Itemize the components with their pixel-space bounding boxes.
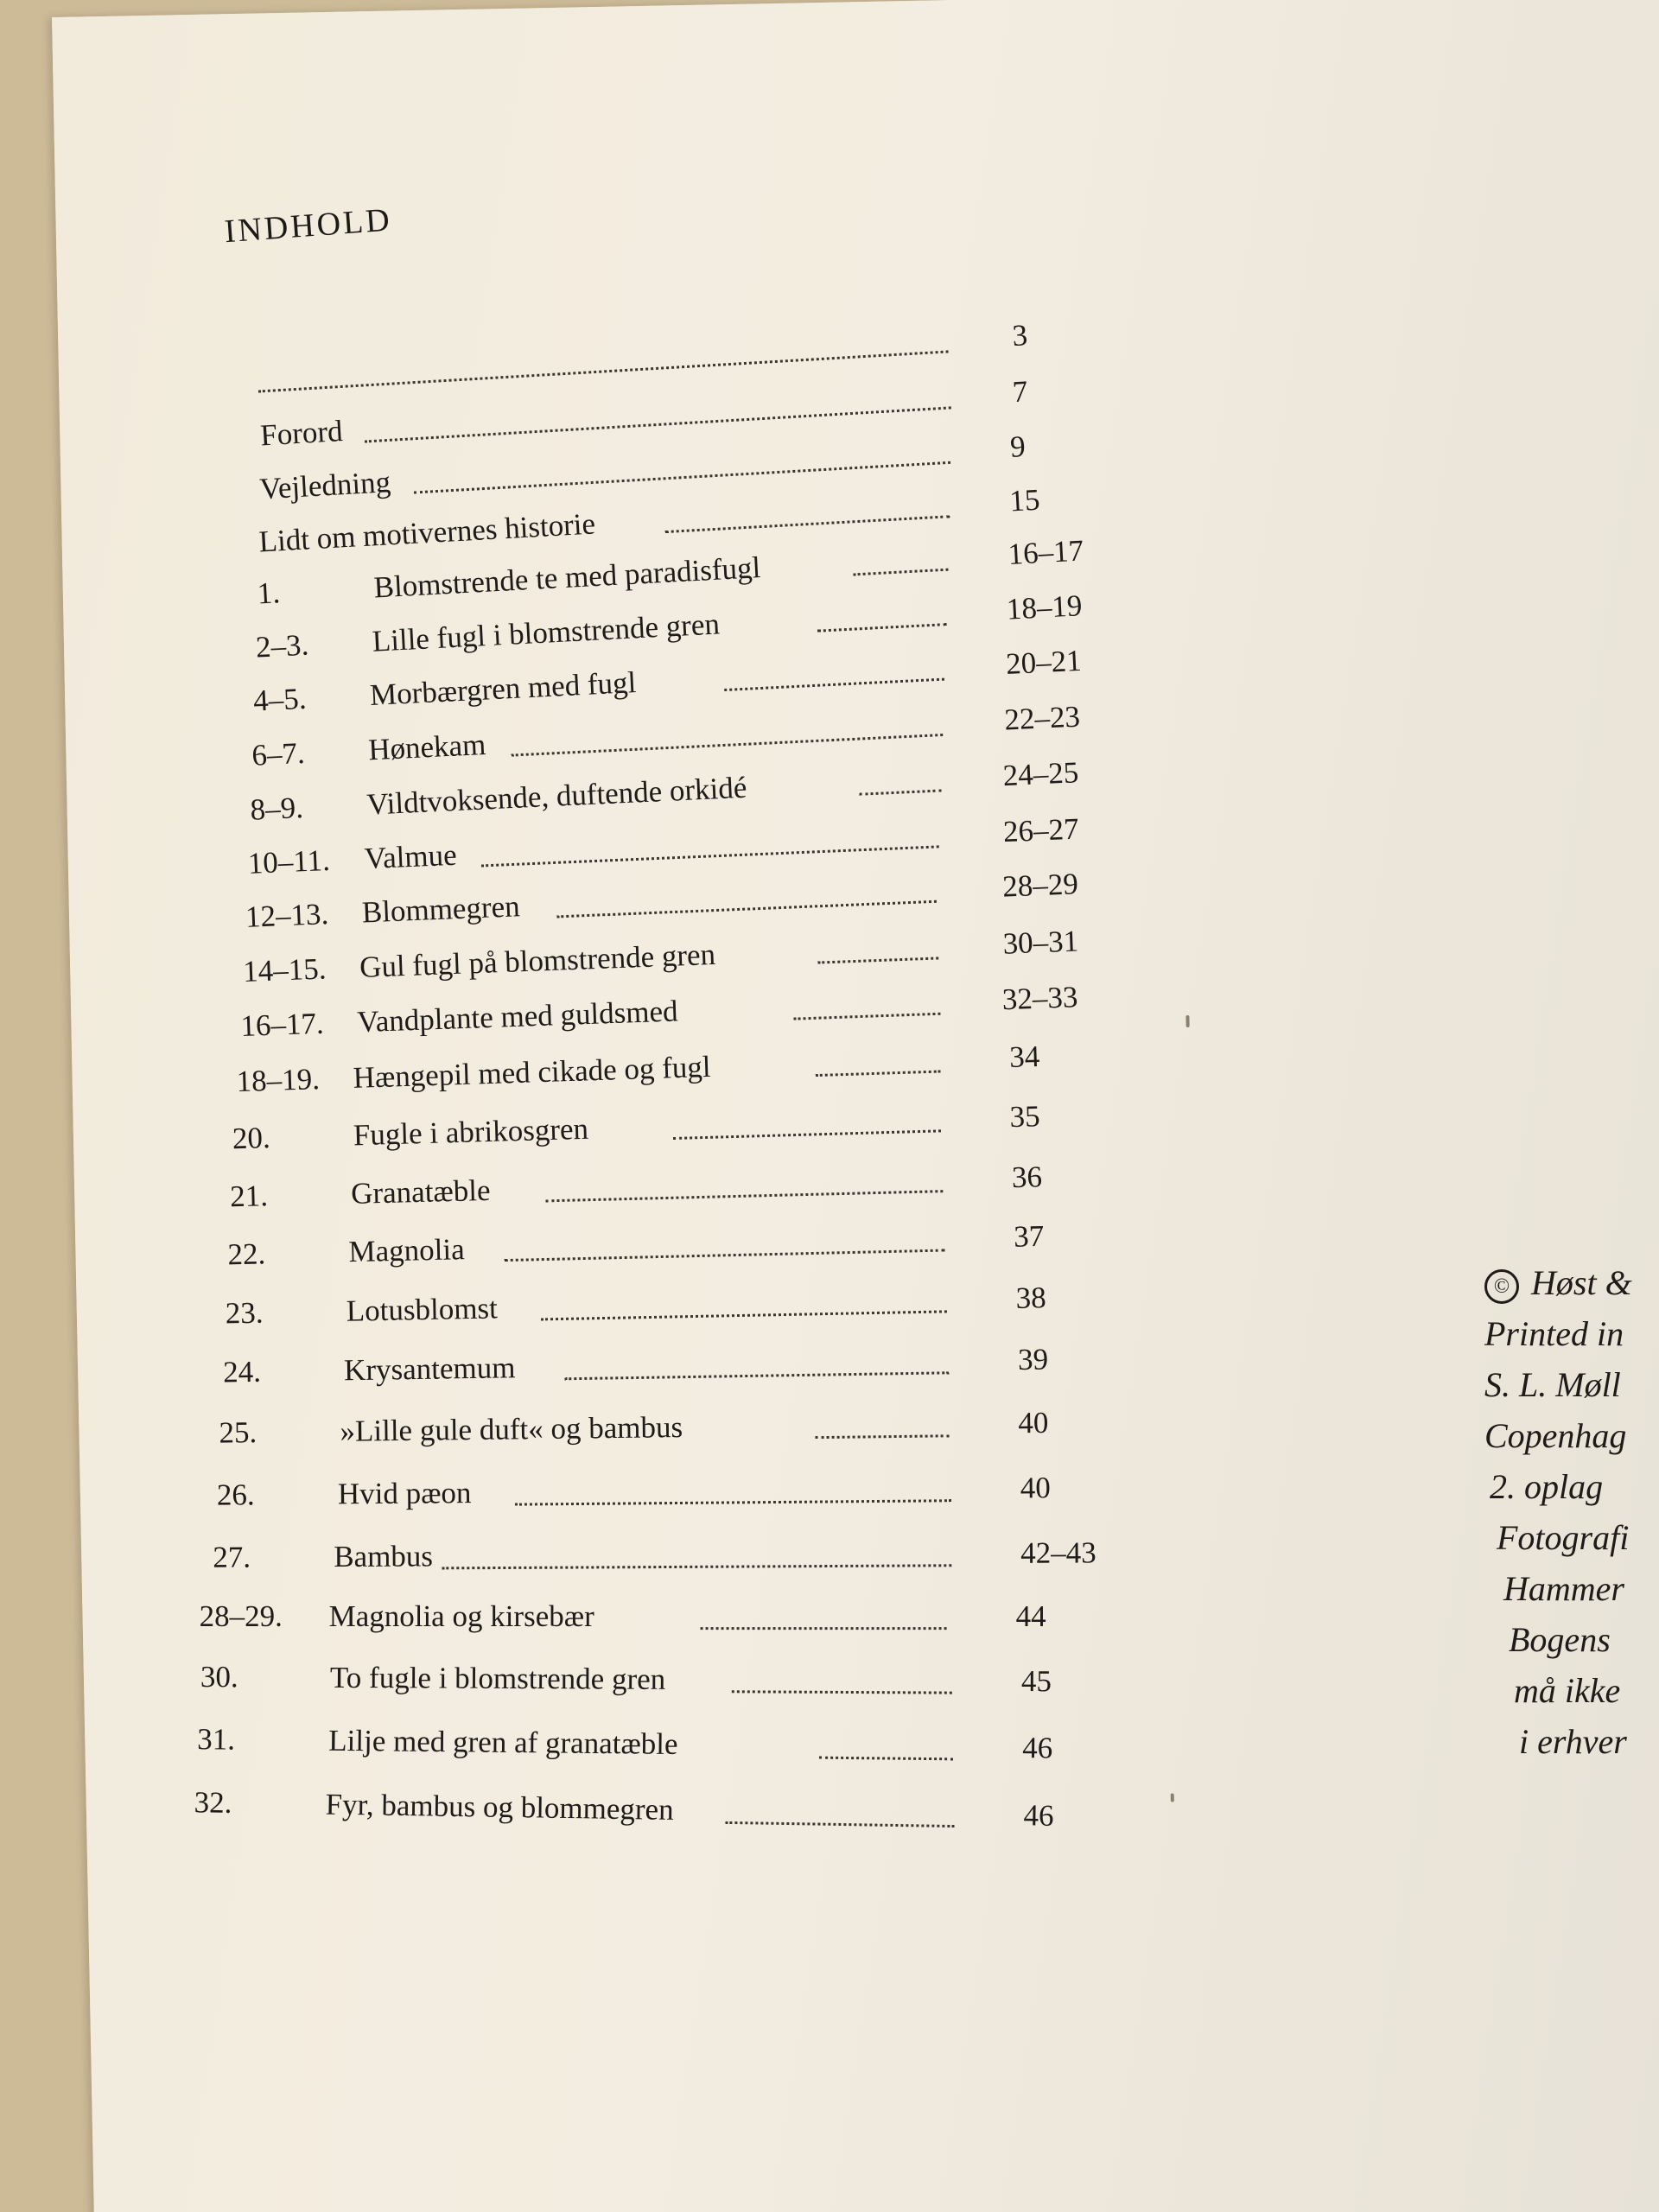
toc-label: Vejledning [258, 465, 392, 506]
toc-label: Magnolia [348, 1232, 466, 1269]
imprint-line: må ikke [1514, 1671, 1621, 1710]
toc-number: 1. [256, 575, 282, 611]
leader-dots [851, 527, 949, 576]
toc-number: 10–11. [247, 842, 331, 880]
leader-dots [540, 1268, 947, 1320]
toc-number: 18–19. [236, 1062, 321, 1099]
imprint-line: © Høst & [1484, 1257, 1632, 1308]
toc-number: 8–9. [249, 791, 304, 827]
toc-label: Granatæble [350, 1173, 491, 1211]
toc-label: Bambus [334, 1539, 434, 1574]
toc-label: »Lille gule duft« og bambus [340, 1410, 683, 1448]
toc-row [225, 1281, 1047, 1334]
toc-label: Vildtvoksende, duftende orkidé [365, 770, 748, 822]
toc-page-number: 20–21 [1005, 643, 1083, 682]
toc-number: 25. [219, 1415, 257, 1450]
toc-number: 28–29. [199, 1599, 283, 1634]
leader-dots [722, 637, 944, 691]
imprint-line: 2. oplag [1490, 1467, 1604, 1506]
toc-page-number: 40 [1020, 1471, 1052, 1505]
toc-label: Hønekam [367, 727, 487, 767]
toc-row [245, 867, 1079, 938]
leader-dots [815, 582, 946, 632]
toc-number: 30. [200, 1660, 238, 1694]
toc-page-number: 30–31 [1001, 924, 1079, 961]
toc-number: 31. [197, 1722, 236, 1757]
imprint-line: Copenhag [1484, 1416, 1627, 1455]
toc-row [259, 374, 1029, 456]
imprint-line: Hammer [1503, 1569, 1624, 1608]
toc-label: Fugle i abrikosgren [353, 1111, 589, 1153]
paper-speck [1171, 1793, 1174, 1802]
imprint-line: S. L. Møll [1484, 1365, 1621, 1404]
toc-label: Morbærgren med fugl [369, 665, 638, 713]
toc-label: Lidt om motivernes historie [257, 506, 596, 559]
leader-dots [725, 1780, 955, 1827]
toc-page-number: 15 [1008, 482, 1041, 518]
toc-label: Blommegren [361, 889, 521, 930]
toc-page-number: 24–25 [1001, 755, 1080, 793]
toc-row [242, 924, 1079, 993]
leader-dots [792, 971, 941, 1020]
toc-number: 21. [229, 1179, 269, 1214]
toc-page-number: 32–33 [1001, 980, 1079, 1017]
toc-page-number: 46 [1023, 1798, 1054, 1833]
toc-label: Hængepil med cikade og fugl [352, 1049, 712, 1095]
leader-dots [672, 1088, 941, 1140]
leader-dots [732, 1649, 952, 1694]
toc-number: 24. [222, 1354, 262, 1389]
imprint-line: Printed in [1484, 1314, 1624, 1353]
toc-number: 12–13. [245, 897, 329, 934]
toc-number: 27. [213, 1540, 251, 1574]
leader-dots [544, 1148, 943, 1202]
table-of-contents [52, 0, 1215, 2091]
leader-dots [663, 474, 950, 533]
leader-dots [816, 915, 938, 963]
toc-page-number: 18–19 [1005, 588, 1084, 626]
toc-label: Vandplante med guldsmed [356, 994, 679, 1039]
toc-label: Fyr, bambus og blommegren [325, 1787, 674, 1827]
toc-row [222, 1342, 1049, 1393]
toc-page-number: 40 [1018, 1405, 1049, 1440]
toc-number: 26. [216, 1478, 255, 1512]
toc-page-number: 44 [1015, 1599, 1046, 1634]
leader-dots [504, 1208, 945, 1262]
toc-page-number: 28–29 [1001, 867, 1079, 904]
toc-label: To fugle i blomstrende gren [329, 1660, 666, 1696]
toc-row [229, 1160, 1043, 1217]
toc-page-number: 38 [1015, 1281, 1047, 1315]
toc-label: Blomstrende te med paradisfugl [372, 550, 762, 605]
book-page [52, 0, 1659, 2212]
toc-number: 20. [232, 1121, 271, 1156]
toc-page-number: 42–43 [1020, 1535, 1096, 1570]
toc-page-number: 39 [1017, 1342, 1049, 1377]
toc-number: 4–5. [252, 681, 308, 718]
toc-page-number: 22–23 [1003, 699, 1081, 737]
toc-row [236, 1039, 1040, 1103]
toc-label: Forord [259, 414, 344, 453]
toc-number: 6–7. [251, 735, 306, 772]
toc-number: 16–17. [239, 1006, 325, 1044]
leader-dots [814, 1029, 941, 1077]
toc-page-number: 34 [1008, 1039, 1040, 1075]
toc-label: Magnolia og kirsebær [328, 1599, 594, 1634]
toc-number: 14–15. [242, 951, 327, 988]
imprint-line: Bogens [1509, 1620, 1611, 1659]
toc-number: 2–3. [255, 627, 310, 664]
toc-label: Krysantemum [343, 1351, 516, 1388]
leader-dots [515, 1458, 951, 1505]
toc-page-number: 46 [1022, 1731, 1053, 1765]
leader-dots [819, 1715, 954, 1761]
toc-page-number: 9 [1009, 429, 1027, 464]
toc-label: Lille fugl i blomstrende gren [371, 607, 721, 658]
leader-dots [701, 1586, 947, 1630]
toc-page-number: 36 [1011, 1160, 1043, 1195]
toc-number: 32. [194, 1785, 232, 1820]
toc-row [247, 811, 1080, 885]
leader-dots [555, 859, 937, 918]
toc-page-number: 35 [1009, 1099, 1041, 1135]
toc-row [227, 1218, 1045, 1275]
toc-page-number: 3 [1011, 318, 1029, 353]
toc-label: Lilje med gren af granatæble [328, 1723, 678, 1761]
toc-row [197, 1719, 1053, 1765]
page-title: INDHOLD [223, 201, 394, 251]
toc-label: Hvid pæon [337, 1476, 472, 1511]
toc-page-number: 7 [1011, 374, 1029, 410]
toc-label: Valmue [363, 837, 458, 876]
imprint-line: i erhver [1519, 1722, 1627, 1761]
toc-page-number: 26–27 [1002, 811, 1080, 849]
toc-label: Gul fugl på blomstrende gren [359, 937, 716, 984]
leader-dots [442, 1522, 951, 1569]
toc-number: 23. [225, 1295, 264, 1331]
toc-page-number: 16–17 [1007, 533, 1085, 571]
toc-number: 22. [227, 1236, 266, 1272]
imprint-line: Fotografi [1497, 1518, 1630, 1557]
toc-row [257, 318, 1029, 401]
toc-page-number: 37 [1013, 1218, 1045, 1254]
paper-speck [1185, 1015, 1189, 1027]
copyright-icon: © [1484, 1269, 1519, 1304]
leader-dots [815, 1393, 950, 1439]
leader-dots [564, 1330, 950, 1380]
toc-label: Lotusblomst [346, 1291, 499, 1328]
toc-row [239, 980, 1079, 1047]
toc-page-number: 45 [1020, 1664, 1052, 1699]
leader-dots [857, 748, 941, 796]
imprint-block [1484, 1257, 1632, 1767]
